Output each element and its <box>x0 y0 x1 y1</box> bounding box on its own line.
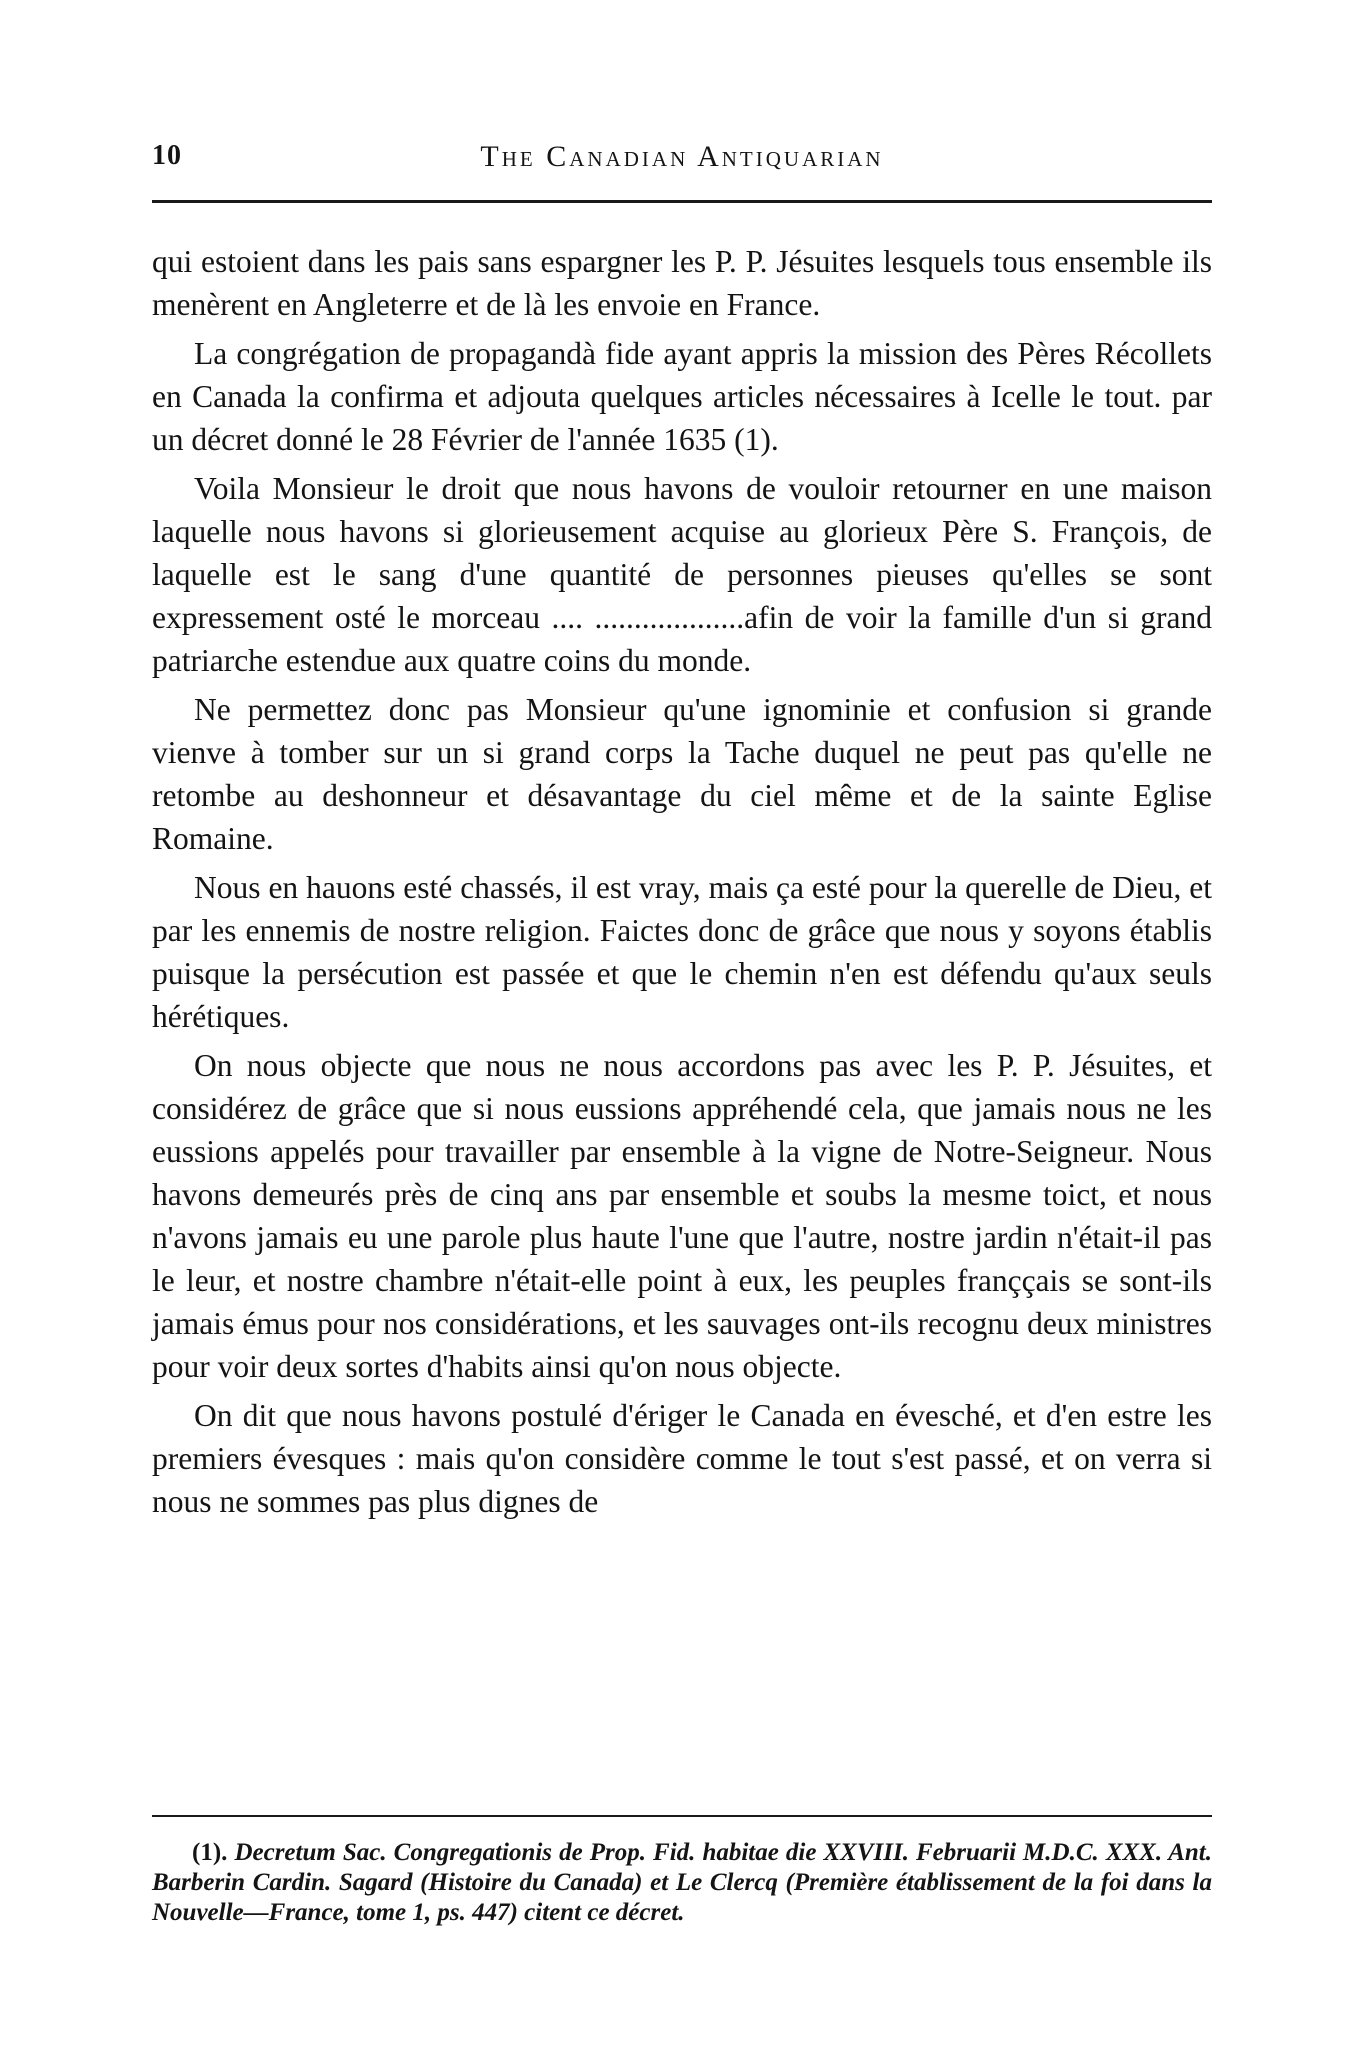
page-number: 10 <box>152 140 182 171</box>
footnote-rule <box>152 1815 1212 1817</box>
footnote-text: Decretum Sac. Congregationis de Prop. Fid. habitae die XXVIII. Februarii M.D.C. XXX. Ant. Barberin Cardin. Sagard (Histoire du Canada) et Le Clercq (Première établissement de la foi dans la Nouvelle—France, tome 1, ps. 447) citent ce décret. <box>152 1839 1212 1926</box>
paragraph: Nous en hauons esté chassés, il est vray, mais ça esté pour la querelle de Dieu, et par les ennemis de nostre religion. Faictes donc de grâce que nous y soyons établis puisque la persécution est passée et que le chemin n'en est défendu qu'aux seuls hérétiques. <box>152 870 1212 1034</box>
paragraph: Ne permettez donc pas Monsieur qu'une ignominie et confusion si grande vienve à tomber sur un si grand corps la Tache duquel ne peut pas qu'elle ne retombe au deshonneur et désavantage du ciel même et de la sainte Eglise Romaine. <box>152 692 1212 856</box>
paragraph: On dit que nous havons postulé d'ériger le Canada en évesché, et d'en estre les premiers évesques : mais qu'on considère comme le tout s'est passé, et on verra si nous ne sommes pas plus dignes de <box>152 1398 1212 1519</box>
footnote-marker: (1). <box>192 1839 235 1866</box>
document-page <box>152 0 1212 2062</box>
body-text <box>152 240 1212 1529</box>
paragraph: qui estoient dans les pais sans espargner les P. P. Jésuites lesquels tous ensemble ils menèrent en Angleterre et de là les envoie en France. <box>152 244 1212 322</box>
footnote <box>152 1838 1212 1928</box>
paragraph: Voila Monsieur le droit que nous havons de vouloir retourner en une maison laquelle nous havons si glorieusement acquise au glorieux Père S. François, de laquelle est le sang d'une quantité de personnes pieuses qu'elles se sont expressement osté le morceau .... ...................afin de voir la famille d'un si grand patriarche estendue aux quatre coins du monde. <box>152 471 1212 678</box>
page-header <box>152 140 1212 180</box>
paragraph: La congrégation de propagandà fide ayant appris la mission des Pères Récollets en Canada la confirma et adjouta quelques articles nécessaires à Icelle le tout. par un décret donné le 28 Février de l'année 1635 (1). <box>152 336 1212 457</box>
paragraph: On nous objecte que nous ne nous accordons pas avec les P. P. Jésuites, et considérez de grâce que si nous eussions appréhendé cela, que jamais nous ne les eussions appelés pour travailler par ensemble à la vigne de Notre-Seigneur. Nous havons demeurés près de cinq ans par ensemble et soubs la mesme toict, et nous n'avons jamais eu une parole plus haute l'une que l'autre, nostre jardin n'était-il pas le leur, et nostre chambre n'était-elle point à eux, les peuples franççais se sont-ils jamais émus pour nos considérations, et les sauvages ont-ils recognu deux ministres pour voir deux sortes d'habits ainsi qu'on nous objecte. <box>152 1048 1212 1384</box>
header-rule <box>152 200 1212 203</box>
running-title: The Canadian Antiquarian <box>480 140 884 173</box>
